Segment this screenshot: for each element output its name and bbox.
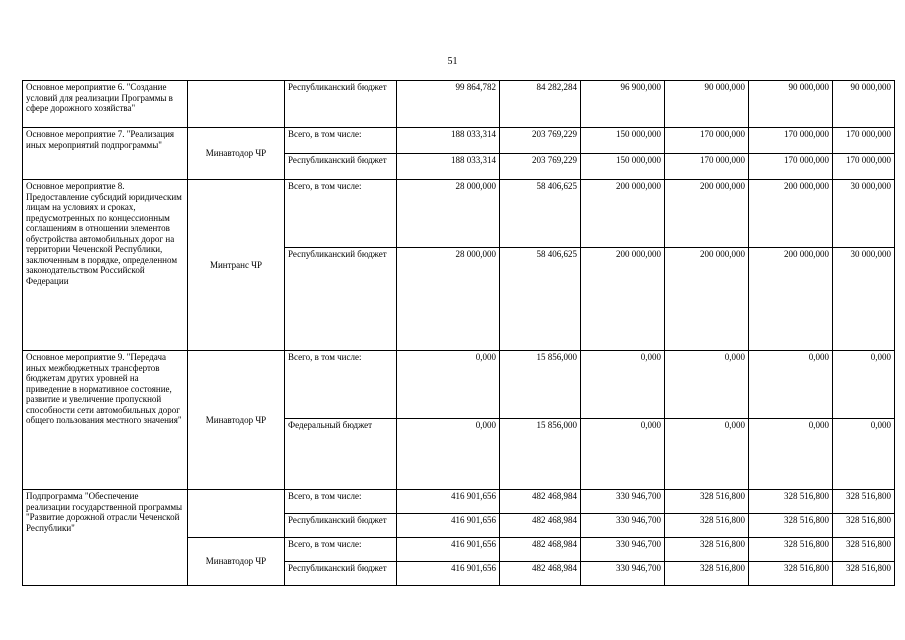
value-cell: 328 516,800 (749, 514, 833, 538)
value-cell: 30 000,000 (833, 180, 895, 248)
value-cell: 150 000,000 (581, 128, 665, 154)
value-cell: 58 406,625 (500, 248, 581, 351)
value-cell: 0,000 (749, 351, 833, 419)
value-cell: 170 000,000 (833, 128, 895, 154)
value-cell: 330 946,700 (581, 490, 665, 514)
source-republic: Республиканский бюджет (285, 248, 397, 351)
value-cell: 0,000 (833, 419, 895, 490)
source-total: Всего, в том числе: (285, 180, 397, 248)
page-number: 51 (447, 56, 458, 67)
value-cell: 188 033,314 (397, 128, 500, 154)
value-cell: 203 769,229 (500, 128, 581, 154)
executor-cell (188, 81, 285, 128)
source-total: Всего, в том числе: (285, 490, 397, 514)
value-cell: 328 516,800 (665, 562, 749, 586)
value-cell: 200 000,000 (665, 248, 749, 351)
value-cell: 170 000,000 (833, 154, 895, 180)
source-republic: Республиканский бюджет (285, 81, 397, 128)
value-cell: 84 282,284 (500, 81, 581, 128)
value-cell: 96 900,000 (581, 81, 665, 128)
value-cell: 416 901,656 (397, 490, 500, 514)
value-cell: 0,000 (397, 351, 500, 419)
value-cell: 0,000 (749, 419, 833, 490)
value-cell: 416 901,656 (397, 514, 500, 538)
value-cell: 330 946,700 (581, 514, 665, 538)
value-cell: 0,000 (581, 351, 665, 419)
value-cell: 28 000,000 (397, 180, 500, 248)
value-cell: 58 406,625 (500, 180, 581, 248)
value-cell: 90 000,000 (749, 81, 833, 128)
executor-cell (188, 490, 285, 538)
value-cell: 200 000,000 (665, 180, 749, 248)
source-total: Всего, в том числе: (285, 538, 397, 562)
measure-6-name: Основное мероприятие 6. "Создание условий для реализации Программы в сфере дорожного хозяйства" (23, 81, 188, 128)
value-cell: 328 516,800 (665, 538, 749, 562)
value-cell: 30 000,000 (833, 248, 895, 351)
table-row (23, 351, 895, 419)
value-cell: 0,000 (397, 419, 500, 490)
table-row (23, 180, 895, 248)
value-cell: 330 946,700 (581, 538, 665, 562)
value-cell: 99 864,782 (397, 81, 500, 128)
value-cell: 90 000,000 (665, 81, 749, 128)
source-republic: Республиканский бюджет (285, 154, 397, 180)
value-cell: 203 769,229 (500, 154, 581, 180)
value-cell: 328 516,800 (833, 562, 895, 586)
value-cell: 0,000 (665, 419, 749, 490)
value-cell: 482 468,984 (500, 538, 581, 562)
source-republic: Республиканский бюджет (285, 562, 397, 586)
value-cell: 200 000,000 (581, 180, 665, 248)
value-cell: 482 468,984 (500, 562, 581, 586)
value-cell: 170 000,000 (749, 154, 833, 180)
value-cell: 200 000,000 (749, 180, 833, 248)
value-cell: 200 000,000 (581, 248, 665, 351)
value-cell: 328 516,800 (833, 538, 895, 562)
value-cell: 482 468,984 (500, 490, 581, 514)
budget-table (22, 80, 895, 586)
value-cell: 328 516,800 (749, 490, 833, 514)
source-republic: Республиканский бюджет (285, 514, 397, 538)
executor-cell: Минавтодор ЧР (188, 538, 285, 586)
value-cell: 170 000,000 (665, 154, 749, 180)
value-cell: 0,000 (581, 419, 665, 490)
subprogram-name: Подпрограмма "Обеспечение реализации государственной программы "Развитие дорожной отрасли Чеченской Республики" (23, 490, 188, 586)
value-cell: 416 901,656 (397, 538, 500, 562)
value-cell: 328 516,800 (749, 562, 833, 586)
value-cell: 328 516,800 (665, 514, 749, 538)
table-row (23, 490, 895, 514)
value-cell: 328 516,800 (833, 514, 895, 538)
value-cell: 416 901,656 (397, 562, 500, 586)
value-cell: 0,000 (833, 351, 895, 419)
source-total: Всего, в том числе: (285, 351, 397, 419)
value-cell: 170 000,000 (749, 128, 833, 154)
value-cell: 188 033,314 (397, 154, 500, 180)
executor-cell: Минтранс ЧР (188, 180, 285, 351)
measure-7-name: Основное мероприятие 7. "Реализация иных мероприятий подпрограммы" (23, 128, 188, 180)
value-cell: 170 000,000 (665, 128, 749, 154)
value-cell: 90 000,000 (833, 81, 895, 128)
source-total: Всего, в том числе: (285, 128, 397, 154)
value-cell: 328 516,800 (749, 538, 833, 562)
value-cell: 0,000 (665, 351, 749, 419)
value-cell: 150 000,000 (581, 154, 665, 180)
value-cell: 328 516,800 (833, 490, 895, 514)
executor-cell: Минавтодор ЧР (188, 128, 285, 180)
executor-cell: Минавтодор ЧР (188, 351, 285, 490)
source-federal: Федеральный бюджет (285, 419, 397, 490)
value-cell: 328 516,800 (665, 490, 749, 514)
measure-8-name: Основное мероприятие 8. Предоставление субсидий юридическим лицам на условиях и сроках, предусмотренных по концессионным соглашениям в отношении элементов обустройства автомобильных дорог на территории Чеченской Республики, заключенным в порядке, определенном законодательством Российской Федерации (23, 180, 188, 351)
value-cell: 15 856,000 (500, 351, 581, 419)
table-row (23, 81, 895, 128)
value-cell: 330 946,700 (581, 562, 665, 586)
table-row (23, 128, 895, 154)
value-cell: 15 856,000 (500, 419, 581, 490)
measure-9-name: Основное мероприятие 9. "Передача иных межбюджетных трансфертов бюджетам других уровней на приведение в нормативное состояние, развитие и увеличение пропускной способности сети автомобильных дорог общего пользования местного значения" (23, 351, 188, 490)
value-cell: 28 000,000 (397, 248, 500, 351)
value-cell: 200 000,000 (749, 248, 833, 351)
value-cell: 482 468,984 (500, 514, 581, 538)
